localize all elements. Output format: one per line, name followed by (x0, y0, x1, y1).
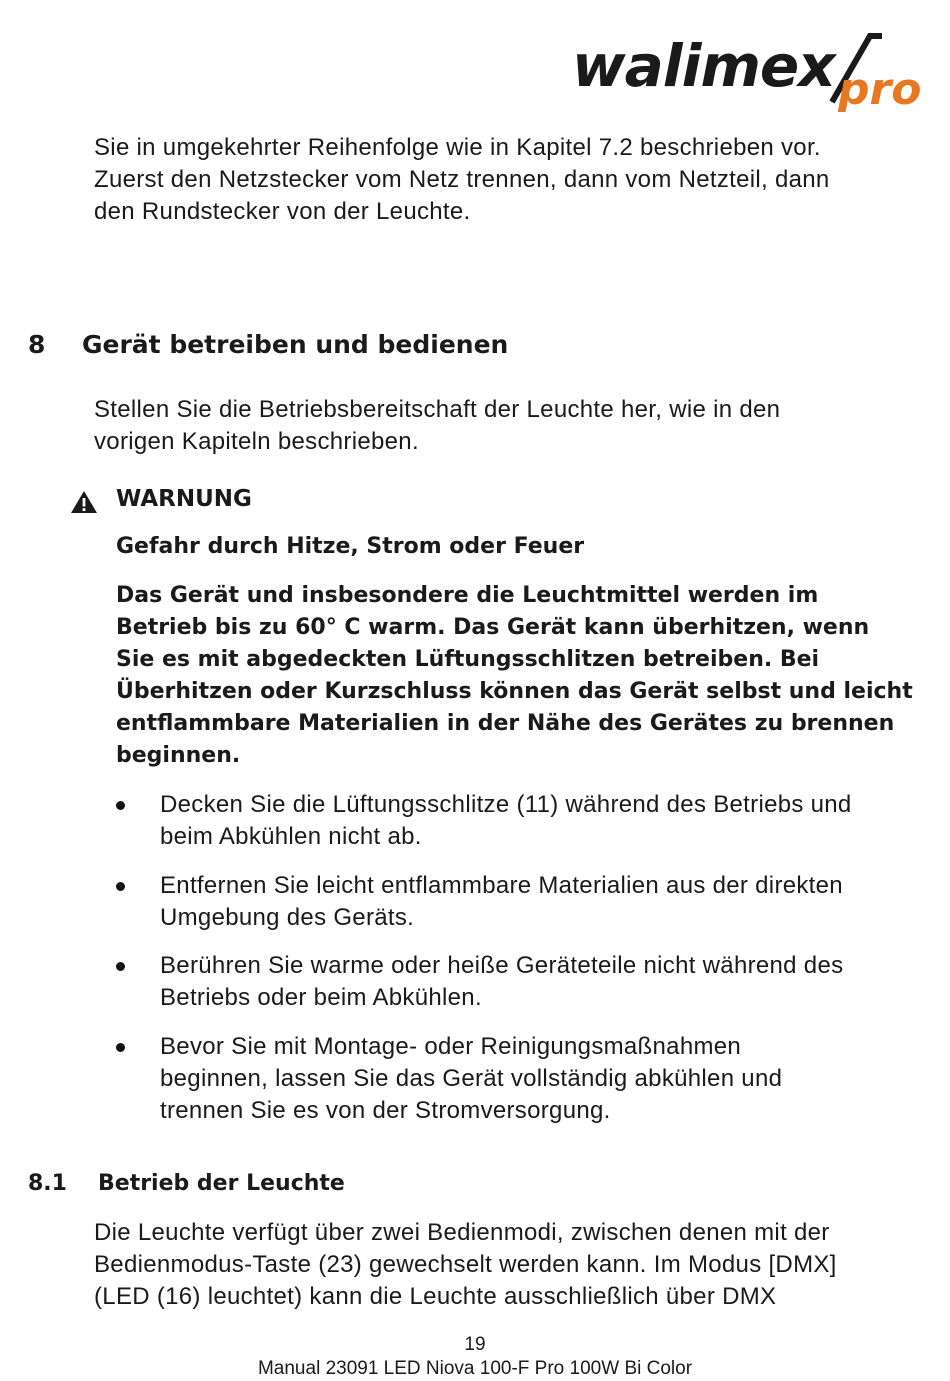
warning-body (116, 580, 913, 772)
bullet-line: Decken Sie die Lüftungsschlitze (11) während des Betriebs und (160, 791, 852, 818)
section-8-1-number: 8.1 (28, 1171, 67, 1196)
logo-main-text: walimex (572, 32, 835, 100)
intro-line: den Rundstecker von der Leuchte. (94, 198, 471, 225)
bullet-line: Bevor Sie mit Montage- oder Reinigungsmaßnahmen (160, 1033, 742, 1060)
bullet-line: beim Abkühlen nicht ab. (160, 823, 422, 850)
section-8-1-line: Bedienmodus-Taste (23) gewechselt werden kann. Im Modus [DMX] (94, 1251, 837, 1278)
bullet-icon (116, 882, 125, 891)
section-8-1-line: Die Leuchte verfügt über zwei Bedienmodi, zwischen denen mit der (94, 1219, 830, 1246)
intro-line: Zuerst den Netzstecker vom Netz trennen, dann vom Netzteil, dann (94, 166, 830, 193)
warning-title: WARNUNG (116, 486, 252, 512)
warning-line: entflammbare Materialien in der Nähe des Gerätes zu brennen (116, 711, 895, 736)
bullet-icon (116, 801, 125, 810)
section-8-1-paragraph (94, 1217, 837, 1313)
bullet-line: Umgebung des Geräts. (160, 904, 415, 931)
warning-line: Betrieb bis zu 60° C warm. Das Gerät kann überhitzen, wenn (116, 615, 870, 640)
bullet-icon (116, 962, 125, 971)
warning-subtitle: Gefahr durch Hitze, Strom oder Feuer (116, 534, 585, 559)
section-8-1-line: (LED (16) leuchtet) kann die Leuchte ausschließlich über DMX (94, 1283, 777, 1310)
intro-line: Sie in umgekehrter Reihenfolge wie in Kapitel 7.2 beschrieben vor. (94, 134, 821, 161)
section-8-1-title: Betrieb der Leuchte (98, 1171, 345, 1196)
intro-paragraph (94, 132, 830, 228)
section-8-number: 8 (28, 330, 46, 359)
warning-line: Das Gerät und insbesondere die Leuchtmittel werden im (116, 583, 819, 608)
bullet-line: Betriebs oder beim Abkühlen. (160, 984, 482, 1011)
bullet-line: Berühren Sie warme oder heiße Geräteteile nicht während des (160, 952, 844, 979)
warning-line: Sie es mit abgedeckten Lüftungsschlitzen betreiben. Bei (116, 647, 820, 672)
warning-line: Überhitzen oder Kurzschluss können das Gerät selbst und leicht (116, 679, 913, 704)
section-8-title: Gerät betreiben und bedienen (82, 330, 509, 359)
page-number: 19 (464, 1334, 486, 1355)
logo-sub-text: pro (838, 64, 922, 112)
warning-triangle-icon (70, 490, 98, 514)
section-8-line: Stellen Sie die Betriebsbereitschaft der Leuchte her, wie in den (94, 396, 781, 423)
bullet-icon (116, 1043, 125, 1052)
bullet-line: beginnen, lassen Sie das Gerät vollständig abkühlen und (160, 1065, 783, 1092)
section-8-paragraph (94, 394, 780, 458)
section-8-line: vorigen Kapiteln beschrieben. (94, 428, 419, 455)
walimex-pro-logo (570, 28, 926, 112)
bullet-line: trennen Sie es von der Stromversorgung. (160, 1097, 611, 1124)
manual-title-footer: Manual 23091 LED Niova 100-F Pro 100W Bi Color (257, 1358, 693, 1379)
bullet-line: Entfernen Sie leicht entflammbare Materialien aus der direkten (160, 872, 843, 899)
warning-line: beginnen. (116, 743, 241, 768)
